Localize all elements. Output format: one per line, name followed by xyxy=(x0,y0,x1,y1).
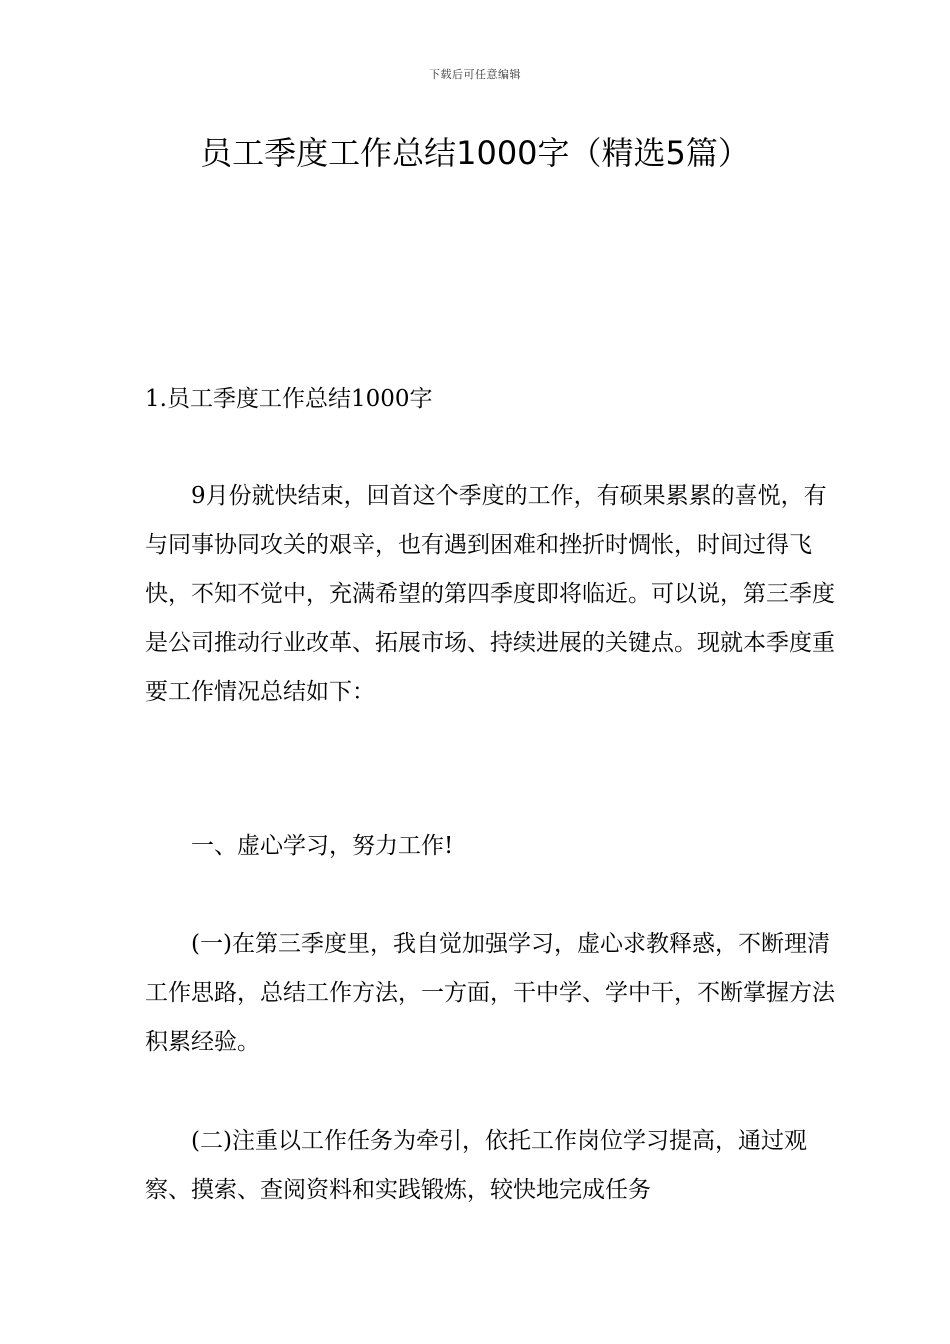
document-title: 员工季度工作总结1000字（精选5篇） xyxy=(200,134,750,172)
section-heading: 1.员工季度工作总结1000字 xyxy=(145,386,433,412)
paragraph-subheading: 一、虚心学习，努力工作! xyxy=(191,833,454,859)
paragraph-intro: 9月份就快结束，回首这个季度的工作，有硕果累累的喜悦，有与同事协同攻关的艰辛，也有遇到困难和挫折时惆怅，时间过得飞快，不知不觉中，充满希望的第四季度即将临近。可以说，第三季度是公司推动行业改革、拓展市场、持续进展的关键点。现就本季度重要工作情况总结如下： xyxy=(145,483,835,705)
header-note: 下载后可任意编辑 xyxy=(429,68,521,81)
paragraph-item-2: (二)注重以工作任务为牵引，依托工作岗位学习提高，通过观察、摸索、查阅资料和实践锻炼，较快地完成任务 xyxy=(145,1128,807,1203)
paragraph-item-1: (一)在第三季度里，我自觉加强学习，虚心求教释惑，不断理清工作思路，总结工作方法，一方面，干中学、学中干，不断掌握方法积累经验。 xyxy=(145,931,835,1055)
